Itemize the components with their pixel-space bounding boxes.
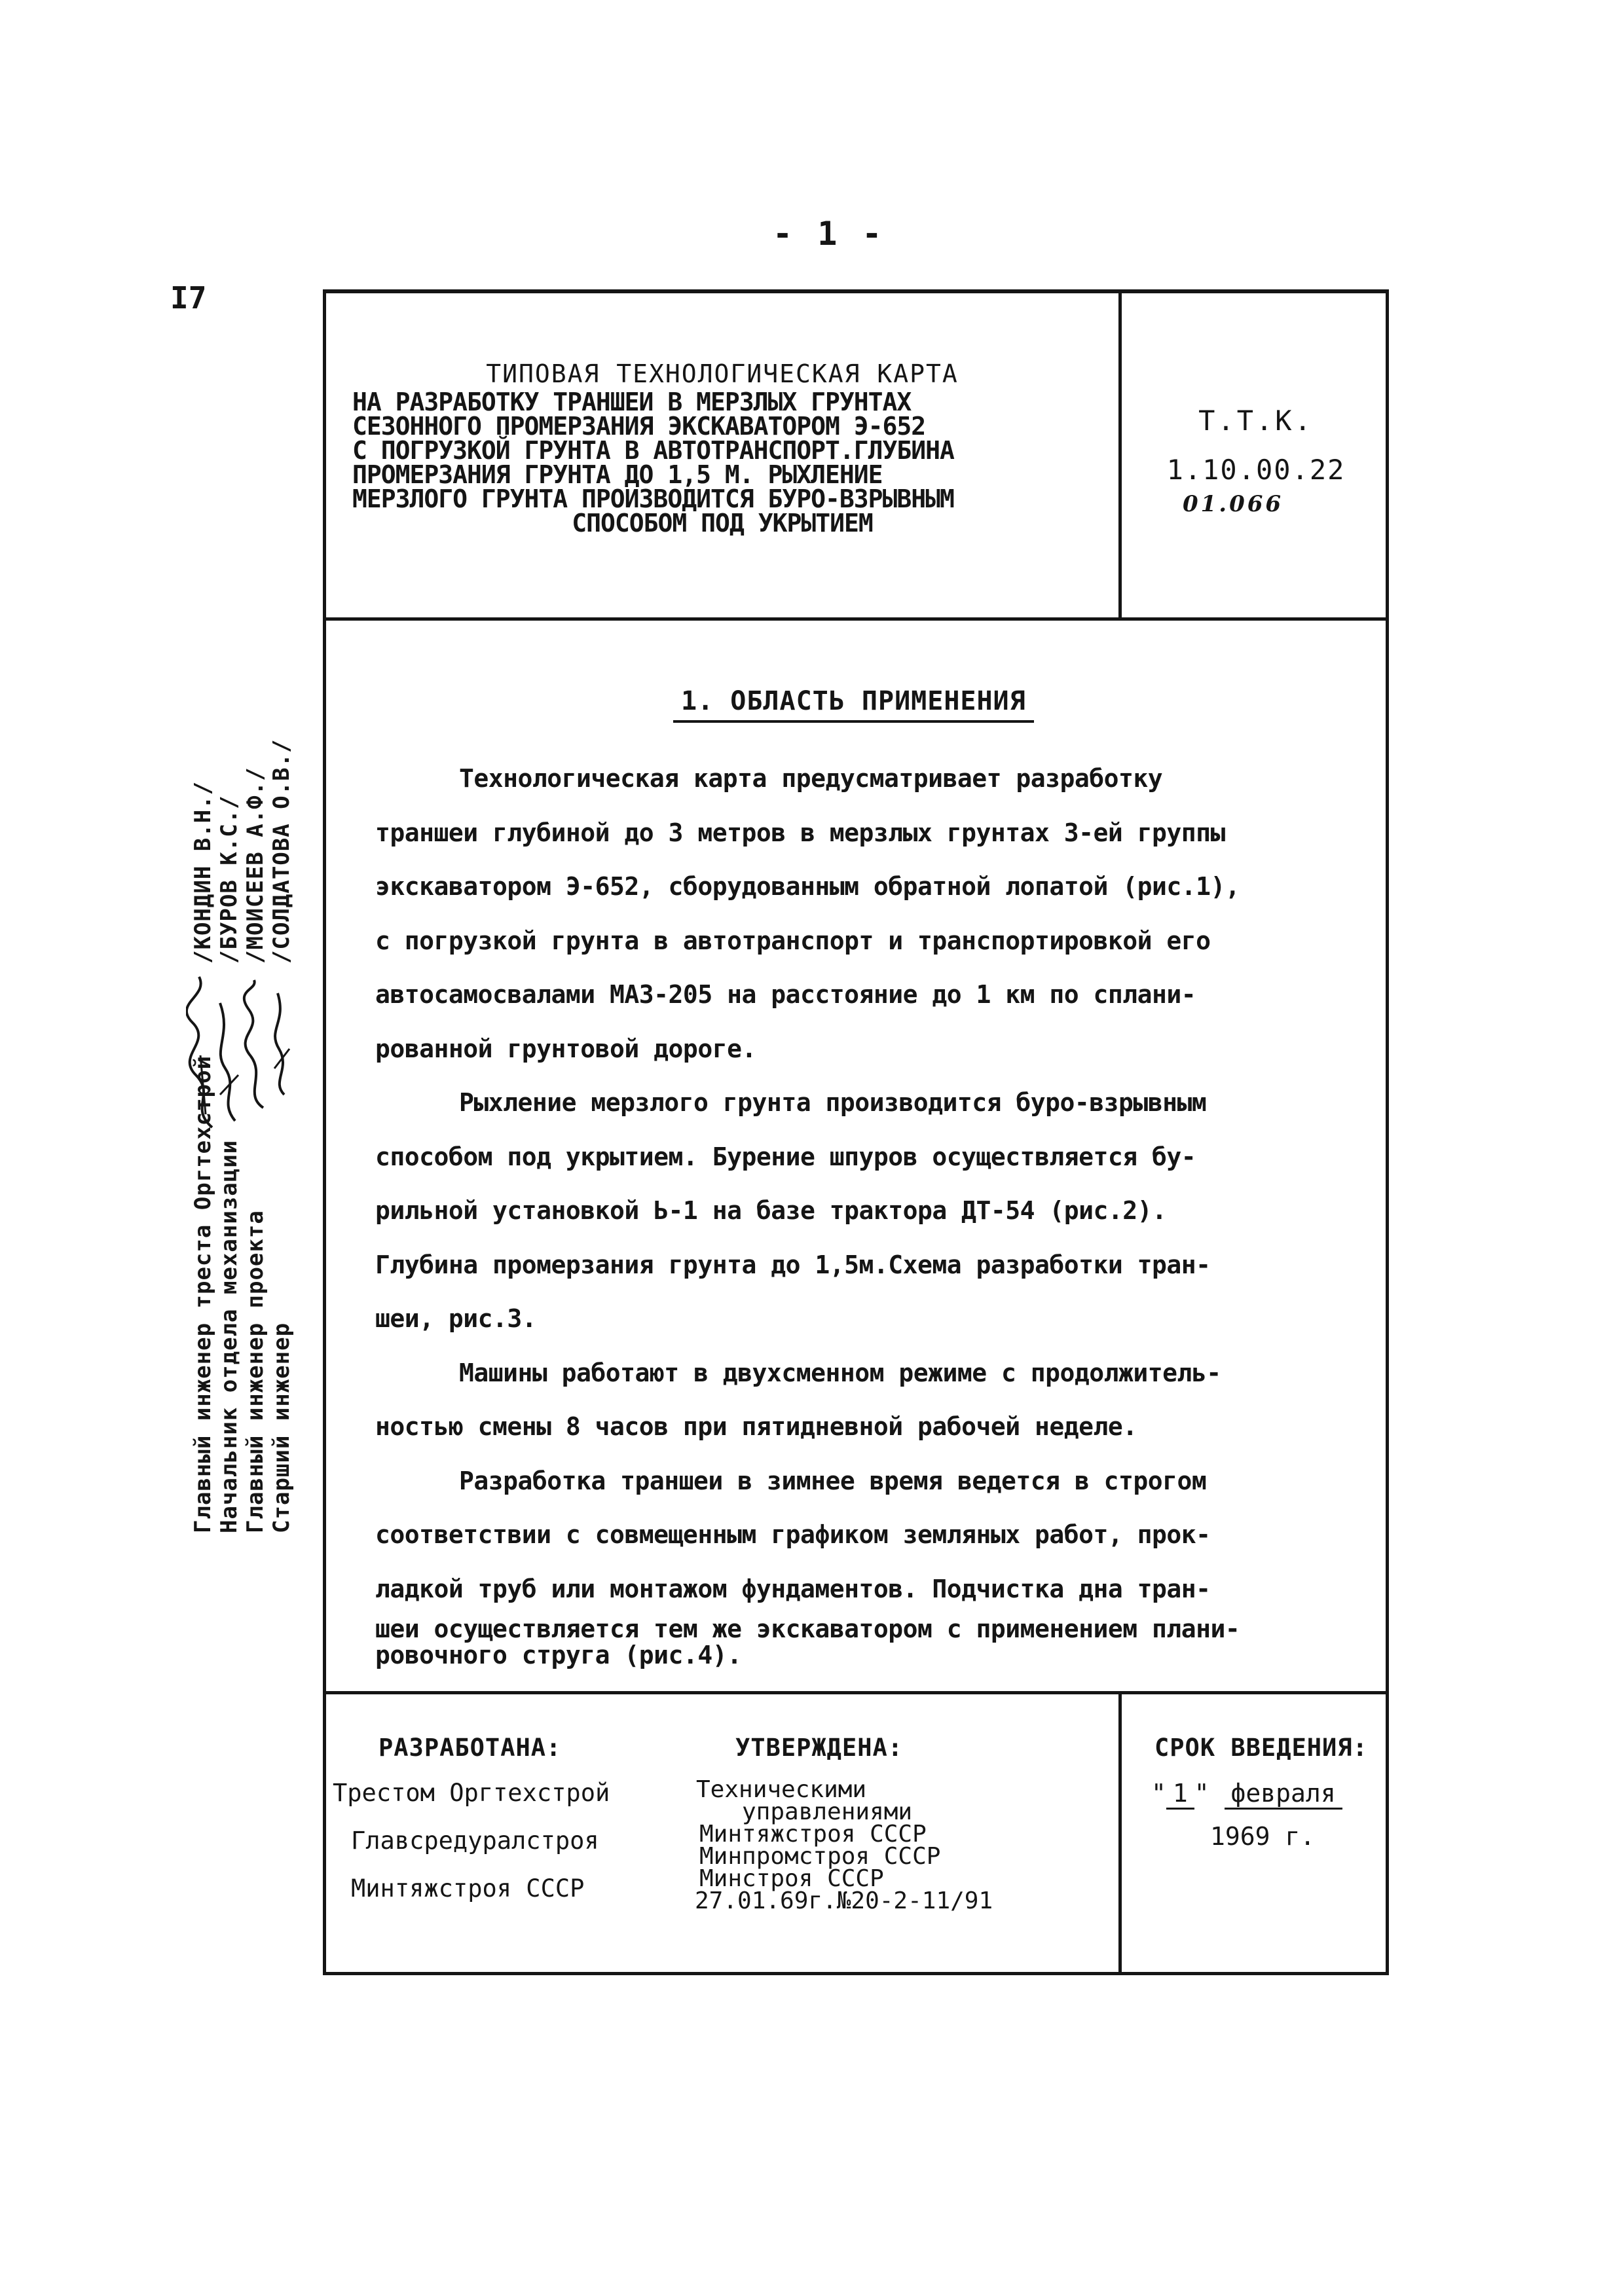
- body-line: Разработка траншеи в зимнее время ведется в строгом: [459, 1466, 1207, 1495]
- body-line: ровочного струга (рис.4).: [375, 1641, 742, 1669]
- footer-divider-vertical: [1118, 1691, 1122, 1972]
- effective-year: 1969 г.: [1210, 1822, 1316, 1851]
- footer-approved: [696, 1734, 1089, 1912]
- signoff-strip: [190, 738, 295, 1533]
- developed-heading: РАЗРАБОТАНА:: [378, 1734, 562, 1762]
- body-line: автосамосвалами МАЗ-205 на расстояние до 1 км по сплани-: [375, 980, 1196, 1009]
- header-divider-vertical: [1118, 293, 1122, 617]
- document-title: [352, 359, 1092, 538]
- effective-heading: СРОК ВВЕДЕНИЯ:: [1154, 1734, 1368, 1762]
- section-body: [375, 752, 1384, 1668]
- sheet-mark: I7: [170, 280, 207, 316]
- body-line: экскаватором Э-652, сборудованным обратной лопатой (рис.1),: [375, 872, 1240, 901]
- approved-line: Минтяжстроя СССР: [699, 1821, 927, 1848]
- effective-month: февраля: [1225, 1779, 1342, 1810]
- developed-line: Трестом Оргтехстрой: [333, 1779, 610, 1807]
- title-line: МЕРЗЛОГО ГРУНТА ПРОИЗВОДИТСЯ БУРО-ВЗРЫВНЫМ: [352, 484, 954, 513]
- body-line: ностью смены 8 часов при пятидневной рабочей неделе.: [375, 1412, 1137, 1441]
- signoff-role: Главный инженер проекта: [242, 1210, 268, 1533]
- body-line: шеи, рис.3.: [375, 1304, 537, 1333]
- body-line: траншеи глубиной до 3 метров в мерзлых грунтах 3-ей группы: [375, 818, 1225, 847]
- approved-line: Минпромстроя СССР: [699, 1843, 941, 1870]
- signoff-row: [268, 738, 295, 1533]
- developed-line: Главсредуралстроя: [351, 1827, 599, 1855]
- body-line: Рыхление мерзлого грунта производится буро-взрывным: [459, 1088, 1207, 1117]
- title-line: НА РАЗРАБОТКУ ТРАНШЕИ В МЕРЗЛЫХ ГРУНТАХ: [352, 388, 912, 416]
- developed-line: Минтяжстроя СССР: [351, 1874, 585, 1903]
- body-line: с погрузкой грунта в автотранспорт и транспортировкой его: [375, 926, 1211, 955]
- title-line: СПОСОБОМ ПОД УКРЫТИЕМ: [572, 509, 873, 538]
- body-line: рованной грунтовой дороге.: [375, 1034, 756, 1063]
- page-number: - 1 -: [773, 215, 885, 253]
- footer-developed: [333, 1734, 610, 1922]
- footer-divider: [326, 1691, 1386, 1694]
- body-line: Глубина промерзания грунта до 1,5м.Схема разработки тран-: [375, 1250, 1211, 1279]
- approved-line: 27.01.69г.№20-2-11/91: [695, 1887, 993, 1914]
- effective-date: " 1 " февраля: [1151, 1779, 1387, 1808]
- code-label: Т.Т.К.: [1198, 405, 1314, 437]
- approved-heading: УТВЕРЖДЕНА:: [735, 1734, 904, 1762]
- signoff-name: /МОИСЕЕВ А.Ф./: [242, 767, 268, 964]
- body-line: соответствии с совмещенным графиком земляных работ, прок-: [375, 1520, 1211, 1549]
- effective-day: 1: [1166, 1779, 1194, 1810]
- signature-image: [268, 964, 295, 1134]
- approved-line: Техническими: [696, 1776, 867, 1803]
- signoff-role: Старший инженер: [268, 1322, 295, 1533]
- title-line: СЕЗОННОГО ПРОМЕРЗАНИЯ ЭКСКАВАТОРОМ Э-652: [352, 412, 926, 441]
- approved-line: управлениями: [742, 1798, 913, 1825]
- title-line: ТИПОВАЯ ТЕХНОЛОГИЧЕСКАЯ КАРТА: [486, 359, 959, 388]
- signoff-role: Начальник отдела механизации: [216, 1139, 242, 1533]
- title-line: С ПОГРУЗКОЙ ГРУНТА В АВТОТРАНСПОРТ.ГЛУБИНА: [352, 436, 954, 465]
- document-code: [1132, 405, 1380, 517]
- signoff-row: [216, 738, 242, 1533]
- signoff-role: Главный инженер треста Оргтехстрой: [190, 1055, 216, 1533]
- body-line: Машины работают в двухсменном режиме с продолжитель-: [459, 1358, 1221, 1387]
- body-line: рильной установкой Ь-1 на базе трактора ДТ-54 (рис.2).: [375, 1196, 1167, 1225]
- signoff-name: /СОЛДАТОВА О.В./: [268, 738, 295, 964]
- footer-effective-date: [1132, 1734, 1387, 1851]
- handwritten-code: 01.066: [1182, 491, 1284, 517]
- body-line: шеи осуществляется тем же экскаватором с применением плани-: [375, 1614, 1240, 1643]
- signoff-name: /БУРОВ К.С./: [216, 795, 242, 964]
- approved-line: Минстроя СССР: [699, 1865, 884, 1892]
- title-line: ПРОМЕРЗАНИЯ ГРУНТА ДО 1,5 М. РЫХЛЕНИЕ: [352, 460, 883, 489]
- body-line: ладкой труб или монтажом фундаментов. Подчистка дна тран-: [375, 1574, 1211, 1603]
- header-divider: [326, 617, 1386, 621]
- body-line: Технологическая карта предусматривает разработку: [459, 764, 1163, 793]
- form-frame: [323, 289, 1389, 1975]
- section-heading: 1. ОБЛАСТЬ ПРИМЕНЕНИЯ: [673, 686, 1034, 723]
- signoff-row: [190, 738, 216, 1533]
- signoff-row: [242, 738, 268, 1533]
- body-line: способом под укрытием. Бурение шпуров осуществляется бу-: [375, 1142, 1196, 1171]
- code-number: 1.10.00.22: [1166, 454, 1346, 486]
- signoff-name: /КОНДИН В.Н./: [190, 780, 216, 964]
